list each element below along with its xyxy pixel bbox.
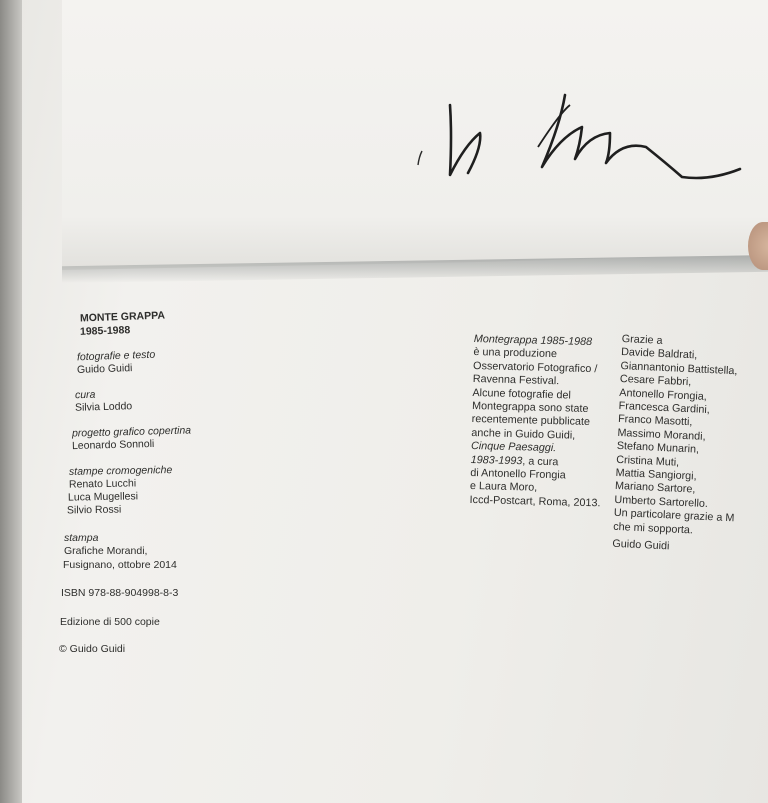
book-left-edge bbox=[0, 0, 22, 803]
thanks-signoff: Guido Guidi bbox=[612, 537, 670, 553]
thanks-line: Cristina Muti, bbox=[615, 453, 680, 469]
thanks-line: Giannantonio Battistella, bbox=[620, 359, 738, 378]
note-line: è una produzione bbox=[473, 346, 558, 361]
book-title-line1: MONTE GRAPPA bbox=[79, 309, 166, 325]
book-title-line2: 1985-1988 bbox=[79, 324, 131, 338]
thanks-line: Un particolare grazie a M bbox=[613, 507, 735, 525]
thanks-line: Davide Baldrati, bbox=[620, 346, 698, 362]
thanks-line: che mi sopporta. bbox=[612, 520, 694, 537]
note-line: recentemente pubblicate bbox=[471, 413, 591, 429]
signature bbox=[410, 85, 750, 195]
note-line: anche in Guido Guidi, bbox=[471, 426, 576, 442]
acknowledgements bbox=[612, 333, 742, 557]
prints-name-3: Silvio Rossi bbox=[66, 503, 122, 517]
print-line-2: Fusignano, ottobre 2014 bbox=[63, 559, 177, 571]
note-line: Iccd-Postcart, Roma, 2013. bbox=[469, 493, 601, 510]
thanks-line: Stefano Munarin, bbox=[616, 440, 700, 456]
cover-label: progetto grafico copertina bbox=[71, 424, 192, 440]
note-book-years: 1983-1993 bbox=[470, 453, 523, 467]
prints-name-1: Renato Lucchi bbox=[68, 477, 137, 491]
thanks-line: Cesare Fabbri, bbox=[619, 373, 692, 389]
note-line: Ravenna Festival. bbox=[472, 373, 560, 388]
thanks-line: Mariano Sartore, bbox=[614, 480, 696, 496]
note-line: Montegrappa sono state bbox=[471, 400, 589, 416]
copyright: © Guido Guidi bbox=[59, 643, 126, 655]
note-book-title: Cinque Paesaggi. bbox=[470, 440, 557, 455]
thanks-line: Francesca Gardini, bbox=[618, 399, 711, 417]
photos-label: fotografie e testo bbox=[76, 348, 156, 364]
note-line: di Antonello Frongia bbox=[470, 467, 566, 482]
curator-label: cura bbox=[74, 388, 96, 402]
thanks-line: Grazie a bbox=[621, 333, 663, 347]
cover-name: Leonardo Sonnoli bbox=[71, 437, 155, 453]
production-note bbox=[469, 333, 604, 511]
thanks-line: Franco Masotti, bbox=[617, 413, 693, 429]
print-label: stampa bbox=[64, 532, 99, 544]
isbn: ISBN 978-88-904998-8-3 bbox=[61, 587, 179, 599]
thanks-line: Mattia Sangiorgi, bbox=[615, 466, 697, 483]
prints-label: stampe cromogeniche bbox=[68, 464, 173, 478]
edition: Edizione di 500 copie bbox=[60, 616, 160, 628]
prints-name-2: Luca Mugellesi bbox=[67, 490, 139, 504]
thanks-line: Massimo Morandi, bbox=[617, 426, 706, 443]
curator-name: Silvia Loddo bbox=[74, 400, 133, 414]
thanks-line: Umberto Sartorello. bbox=[614, 493, 709, 510]
note-line: Osservatorio Fotografico / bbox=[472, 359, 598, 376]
photos-name: Guido Guidi bbox=[76, 362, 133, 376]
note-curated: , a cura bbox=[522, 454, 559, 468]
note-title: Montegrappa 1985-1988 bbox=[473, 333, 593, 349]
note-line: e Laura Moro, bbox=[469, 480, 538, 495]
thanks-line: Antonello Frongia, bbox=[619, 386, 708, 403]
print-line-1: Grafiche Morandi, bbox=[64, 545, 148, 557]
note-line: Alcune fotografie del bbox=[472, 386, 571, 402]
